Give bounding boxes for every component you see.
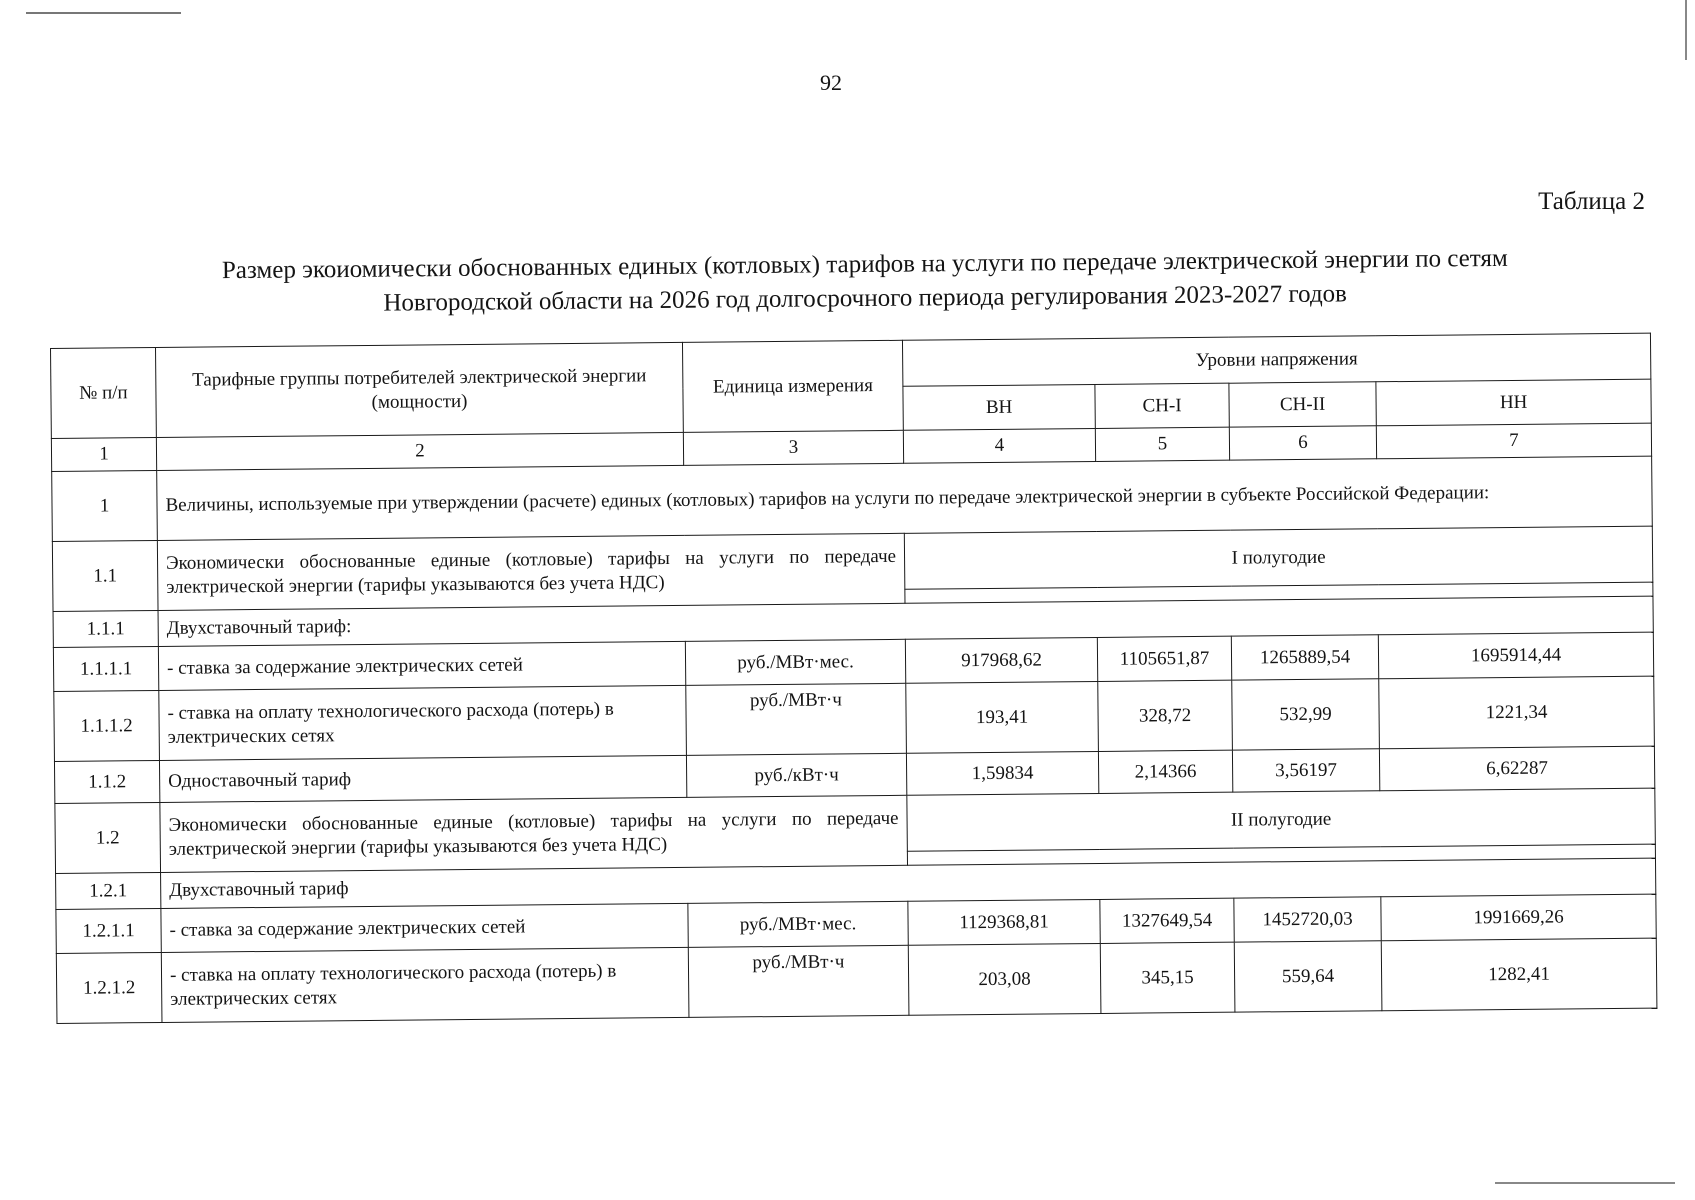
column-number: 3 — [683, 430, 903, 465]
column-number: 5 — [1095, 427, 1229, 461]
table-label: Таблица 2 — [1538, 188, 1645, 215]
header-sn1: СН-I — [1095, 383, 1229, 428]
value-nn: 1221,34 — [1379, 676, 1655, 749]
value-nn: 1991669,26 — [1381, 894, 1656, 941]
value-vn: 1129368,81 — [908, 899, 1100, 945]
header-sn2: СН-II — [1229, 382, 1376, 427]
row-name: Одноставочный тариф — [159, 755, 686, 802]
value-vn: 203,08 — [908, 943, 1101, 1015]
tariff-table-container — [50, 333, 1656, 1024]
value-sn2: 1265889,54 — [1231, 635, 1378, 680]
value-sn1: 1105651,87 — [1097, 636, 1231, 681]
section-text: Величины, используемые при утверждении (расчете) единых (котловых) тарифов на услуги по передаче электрической энергии в субъекте Российской Федерации: — [157, 456, 1653, 540]
header-groups: Тарифные группы потребителей электрической энергии (мощности) — [155, 342, 683, 437]
row-num: 1.2 — [55, 802, 161, 873]
value-nn: 1282,41 — [1381, 938, 1657, 1011]
row-unit: руб./кВт·ч — [686, 753, 906, 797]
row-name: Двухставочный тариф: — [158, 596, 1653, 646]
value-nn: 6,62287 — [1379, 746, 1654, 791]
period-label: I полугодие — [904, 526, 1653, 589]
table-row — [56, 938, 1657, 1023]
row-num: 1.1.2 — [54, 760, 159, 803]
value-vn: 193,41 — [906, 681, 1099, 753]
document-title-line-1: Размер экоиомически обоснованных единых (котловых) тарифов на услуги по передаче электрической энергии по сетям — [221, 244, 1508, 285]
header-nn: НН — [1376, 379, 1651, 426]
value-sn1: 2,14366 — [1098, 750, 1232, 793]
value-vn: 1,59834 — [906, 751, 1098, 795]
row-num: 1.2.1.1 — [56, 908, 161, 953]
row-name: - ставка на оплату технологического расхода (потерь) в электрических сетях — [161, 947, 689, 1022]
header-voltage-levels: Уровни напряжения — [902, 333, 1650, 386]
period-label: II полугодие — [907, 788, 1656, 851]
document-title-line-2: Новгородской области на 2026 год долгосрочного периода регулирования 2023-2027 годов — [383, 280, 1348, 317]
page-number: 92 — [820, 70, 842, 95]
row-num: 1.1.1.2 — [54, 690, 160, 761]
value-sn2: 1452720,03 — [1234, 897, 1381, 942]
value-vn: 917968,62 — [905, 637, 1097, 683]
value-sn2: 532,99 — [1232, 679, 1380, 750]
row-name: - ставка на оплату технологического расхода (потерь) в электрических сетях — [159, 685, 687, 760]
column-number: 7 — [1376, 423, 1651, 459]
value-sn1: 345,15 — [1100, 942, 1235, 1013]
header-num: № п/п — [51, 347, 157, 438]
tariff-table — [50, 333, 1657, 1024]
value-sn1: 1327649,54 — [1100, 898, 1234, 943]
header-vn: ВН — [903, 384, 1095, 430]
row-num: 1.1.1 — [53, 610, 158, 647]
row-unit: руб./МВт·мес. — [688, 901, 908, 947]
document-title — [95, 241, 1636, 324]
row-num: 1.2.1 — [56, 872, 161, 909]
block-text: Экономически обоснованные единые (котловые) тарифы на услуги по передаче электрической энергии (тарифы указываются без учета НДС) — [160, 795, 908, 872]
column-number: 4 — [903, 428, 1095, 463]
scan-edge-mark — [1495, 1182, 1675, 1184]
row-name: - ставка за содержание электрических сетей — [158, 641, 685, 690]
row-unit: руб./МВт·ч — [686, 683, 907, 755]
value-sn2: 559,64 — [1234, 941, 1382, 1012]
column-number: 6 — [1229, 426, 1376, 460]
value-sn2: 3,56197 — [1232, 749, 1379, 792]
row-unit: руб./МВт·ч — [688, 945, 909, 1017]
scan-edge-mark — [26, 12, 181, 14]
row-num: 1.1.1.1 — [53, 646, 158, 691]
row-name: Двухставочный тариф — [161, 858, 1656, 908]
column-number: 2 — [156, 432, 683, 470]
block-text: Экономически обоснованные единые (котловые) тарифы на услуги по передаче электрической энергии (тарифы указываются без учета НДС) — [157, 533, 905, 610]
row-unit: руб./МВт·мес. — [685, 639, 905, 685]
row-name: - ставка за содержание электрических сетей — [161, 903, 688, 952]
row-num: 1 — [52, 470, 158, 541]
scan-edge-mark — [1685, 0, 1687, 60]
row-num: 1.2.1.2 — [56, 952, 162, 1023]
header-unit: Единица измерения — [682, 340, 903, 432]
column-number: 1 — [51, 437, 156, 471]
row-num: 1.1 — [52, 540, 158, 611]
value-sn1: 328,72 — [1098, 680, 1233, 751]
value-nn: 1695914,44 — [1378, 632, 1653, 679]
